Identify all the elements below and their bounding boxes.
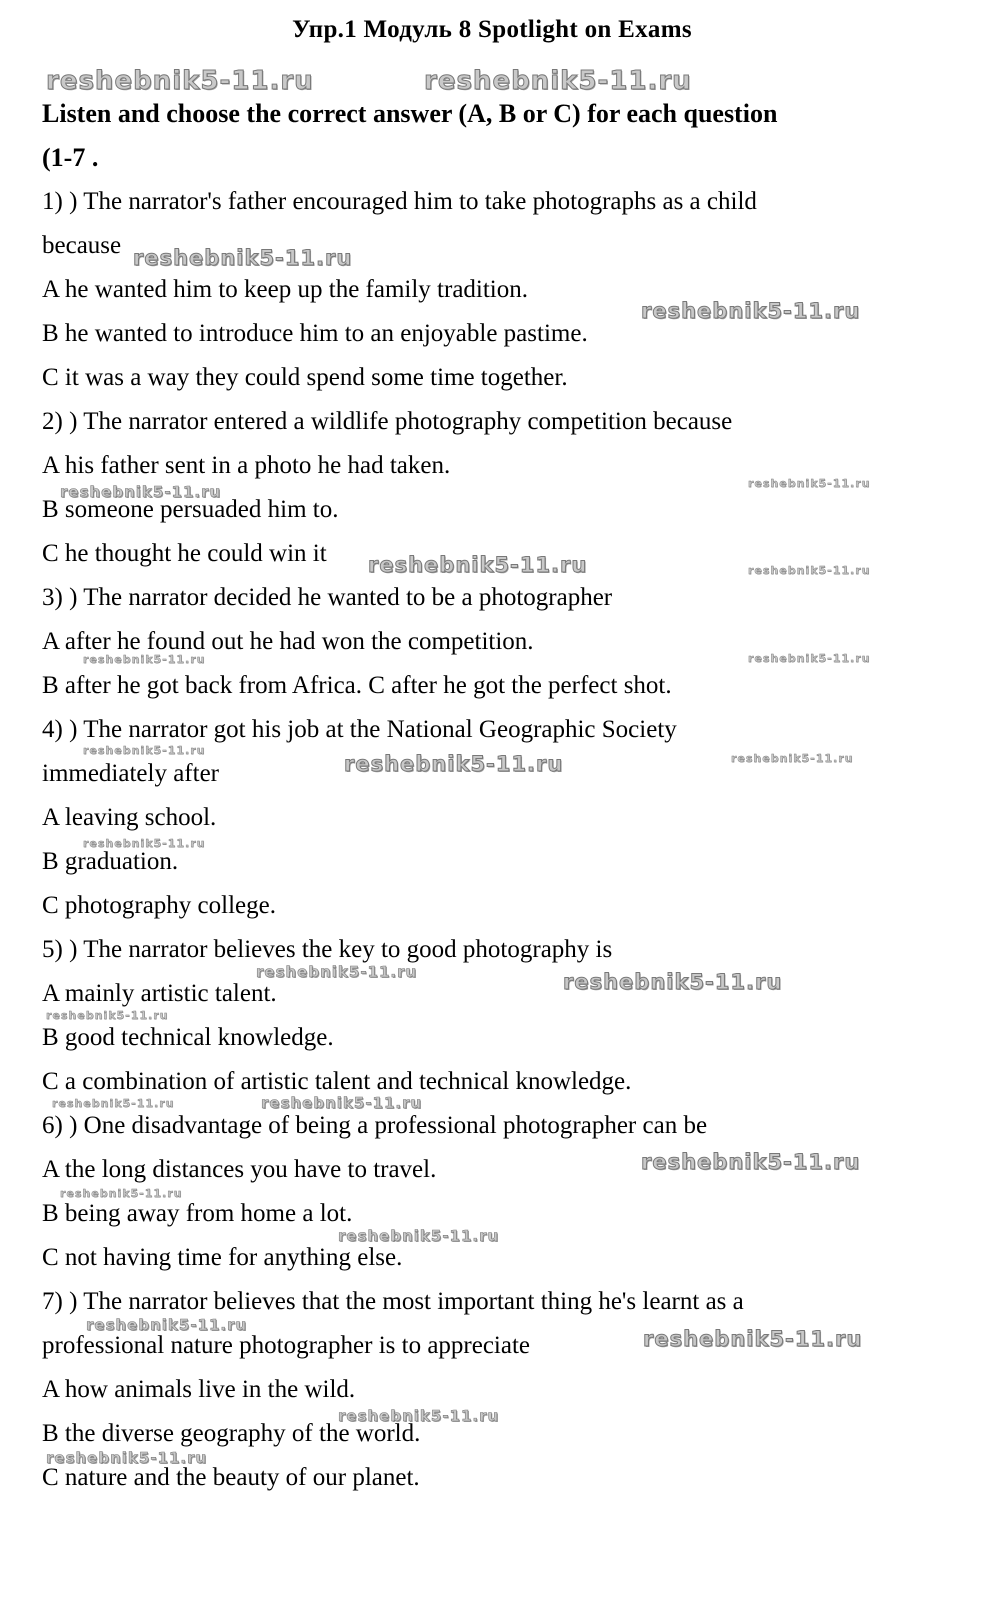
question-6-option-b: B being away from home a lot.: [42, 1200, 353, 1227]
question-5-option-c: C a combination of artistic talent and technical knowledge.: [42, 1068, 632, 1095]
question-4-option-c: C photography college.: [42, 892, 276, 919]
question-2-option-b: B someone persuaded him to.: [42, 496, 339, 523]
watermark: reshebnik5-11.ru: [748, 477, 871, 490]
watermark: reshebnik5-11.ru: [261, 1094, 423, 1112]
watermark: reshebnik5-11.ru: [338, 1227, 500, 1245]
question-block-6: [42, 1104, 942, 1280]
instruction-line-1: Listen and choose the correct answer (A, B or C) for each question: [42, 99, 778, 128]
watermark: reshebnik5-11.ru: [641, 1150, 861, 1174]
question-1-option-b: B he wanted to introduce him to an enjoyable pastime.: [42, 320, 588, 347]
question-6-option-a: A the long distances you have to travel.: [42, 1156, 437, 1183]
question-3-option-b-c: B after he got back from Africa. C after he got the perfect shot.: [42, 672, 672, 699]
watermark: reshebnik5-11.ru: [60, 1187, 183, 1200]
question-2-option-a: A his father sent in a photo he had taken.: [42, 452, 451, 479]
question-7-option-a: A how animals live in the wild.: [42, 1376, 356, 1403]
watermark: reshebnik5-11.ru: [86, 1316, 248, 1334]
question-1-stem-line-1: 1) ) The narrator's father encouraged him to take photographs as a child: [42, 188, 757, 215]
question-7-stem-line-1: 7) ) The narrator believes that the most important thing he's learnt as a: [42, 1288, 744, 1315]
watermark: reshebnik5-11.ru: [52, 1097, 175, 1110]
watermark: reshebnik5-11.ru: [256, 963, 418, 981]
question-5-option-a: A mainly artistic talent.: [42, 980, 277, 1007]
watermark: reshebnik5-11.ru: [643, 1327, 863, 1351]
watermark: reshebnik5-11.ru: [344, 752, 564, 776]
watermark: reshebnik5-11.ru: [133, 246, 353, 270]
question-block-1: [42, 180, 942, 400]
watermark: reshebnik5-11.ru: [368, 553, 588, 577]
question-6-stem: 6) ) One disadvantage of being a professional photographer can be: [42, 1112, 708, 1139]
watermark: reshebnik5-11.ru: [46, 66, 314, 96]
question-block-3: [42, 576, 942, 708]
question-7-stem-line-2: professional nature photographer is to appreciate: [42, 1332, 531, 1359]
question-block-5: [42, 928, 942, 1104]
question-7-option-b: B the diverse geography of the world.: [42, 1420, 421, 1447]
question-3-stem: 3) ) The narrator decided he wanted to be a photographer: [42, 584, 613, 611]
question-5-option-b: B good technical knowledge.: [42, 1024, 334, 1051]
watermark: reshebnik5-11.ru: [60, 483, 222, 501]
watermark: reshebnik5-11.ru: [338, 1407, 500, 1425]
watermark: reshebnik5-11.ru: [83, 837, 206, 850]
instruction-line-2: (1-7 .: [42, 143, 99, 172]
question-block-2: [42, 400, 942, 576]
watermark: reshebnik5-11.ru: [641, 299, 861, 323]
watermark: reshebnik5-11.ru: [46, 1449, 208, 1467]
watermark: reshebnik5-11.ru: [83, 653, 206, 666]
document-body: [42, 92, 942, 1500]
question-4-stem-line-2: immediately after: [42, 760, 220, 787]
watermark: reshebnik5-11.ru: [563, 970, 783, 994]
question-5-stem: 5) ) The narrator believes the key to good photography is: [42, 936, 613, 963]
question-block-7: [42, 1280, 942, 1500]
watermark: reshebnik5-11.ru: [83, 744, 206, 757]
question-6-option-c: C not having time for anything else.: [42, 1244, 403, 1271]
question-block-4: [42, 708, 942, 928]
question-2-option-c: C he thought he could win it: [42, 540, 327, 567]
question-4-stem-line-1: 4) ) The narrator got his job at the National Geographic Society: [42, 716, 677, 743]
question-2-stem: 2) ) The narrator entered a wildlife photography competition because: [42, 408, 733, 435]
watermark: reshebnik5-11.ru: [748, 564, 871, 577]
page-title: Упр.1 Модуль 8 Spotlight on Exams: [292, 16, 692, 43]
watermark: reshebnik5-11.ru: [424, 66, 692, 96]
watermark: reshebnik5-11.ru: [731, 752, 854, 765]
question-3-option-a: A after he found out he had won the competition.: [42, 628, 534, 655]
watermark: reshebnik5-11.ru: [748, 652, 871, 665]
question-1-option-c: C it was a way they could spend some time together.: [42, 364, 568, 391]
question-4-option-a: A leaving school.: [42, 804, 217, 831]
question-1-stem-line-2: because: [42, 232, 122, 259]
question-7-option-c: C nature and the beauty of our planet.: [42, 1464, 420, 1491]
question-1-option-a: A he wanted him to keep up the family tradition.: [42, 276, 528, 303]
watermark: reshebnik5-11.ru: [46, 1009, 169, 1022]
question-4-option-b: B graduation.: [42, 848, 179, 875]
